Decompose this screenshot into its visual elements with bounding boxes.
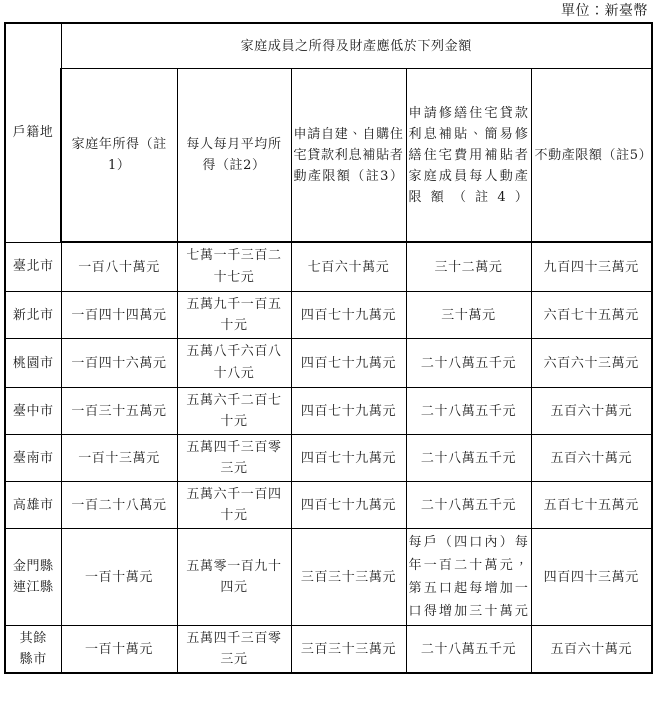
cell-movable_repair: 二十八萬五千元 [406,435,531,482]
cell-monthly_income: 七萬一千三百二十七元 [177,242,291,292]
cell-annual_income: 一百三十五萬元 [61,388,177,435]
cell-immovable_limit: 五百七十五萬元 [531,482,652,529]
cell-movable_build: 七百六十萬元 [291,242,406,292]
cell-monthly_income: 五萬九千一百五十元 [177,292,291,339]
cell-movable_repair: 每戶（四口內）每年一百二十萬元，第五口起每增加一口得增加三十萬元 [406,529,531,626]
cell-annual_income: 一百十萬元 [61,626,177,674]
cell-monthly_income: 五萬六千一百四十元 [177,482,291,529]
table-body [5,23,652,673]
table-row [5,435,652,482]
cell-monthly_income: 五萬四千三百零三元 [177,626,291,674]
cell-movable_repair: 二十八萬五千元 [406,339,531,388]
cell-movable_repair: 三十二萬元 [406,242,531,292]
cell-annual_income: 一百四十六萬元 [61,339,177,388]
cell-movable_repair: 二十八萬五千元 [406,388,531,435]
column-header-movable-repair: 申請修繕住宅貸款利息補貼、簡易修繕住宅費用補貼者家庭成員每人動產限額（註4） [406,69,531,243]
cell-annual_income: 一百十三萬元 [61,435,177,482]
cell-movable_repair: 二十八萬五千元 [406,482,531,529]
column-header-annual-income: 家庭年所得（註1） [61,69,177,243]
cell-immovable_limit: 六百六十三萬元 [531,339,652,388]
cell-movable_build: 四百七十九萬元 [291,292,406,339]
row-header-region: 高雄市 [5,482,61,529]
unit-caption: 單位：新臺幣 [561,3,648,19]
row-header-region: 臺中市 [5,388,61,435]
eligibility-table [4,22,653,674]
table-row [5,388,652,435]
cell-annual_income: 一百四十四萬元 [61,292,177,339]
cell-movable_build: 四百七十九萬元 [291,339,406,388]
table-row [5,529,652,626]
column-header-immovable-limit: 不動產限額（註5） [531,69,652,243]
row-header-region: 臺北市 [5,242,61,292]
cell-movable_build: 四百七十九萬元 [291,388,406,435]
cell-movable_repair: 三十萬元 [406,292,531,339]
cell-annual_income: 一百十萬元 [61,529,177,626]
column-header-movable-build: 申請自建、自購住宅貸款利息補貼者動產限額（註3） [291,69,406,243]
table-row [5,242,652,292]
table-row [5,292,652,339]
column-header-region: 戶籍地 [5,23,61,242]
table-row [5,626,652,674]
row-header-region: 新北市 [5,292,61,339]
cell-immovable_limit: 六百七十五萬元 [531,292,652,339]
cell-immovable_limit: 九百四十三萬元 [531,242,652,292]
cell-annual_income: 一百二十八萬元 [61,482,177,529]
cell-movable_build: 四百七十九萬元 [291,482,406,529]
table-header-row-group [5,23,652,69]
cell-monthly_income: 五萬八千六百八十八元 [177,339,291,388]
cell-movable_build: 三百三十三萬元 [291,529,406,626]
column-header-monthly-income: 每人每月平均所得（註2） [177,69,291,243]
row-header-region: 金門縣 連江縣 [5,529,61,626]
cell-annual_income: 一百八十萬元 [61,242,177,292]
cell-immovable_limit: 四百四十三萬元 [531,529,652,626]
table-row [5,482,652,529]
table-row [5,339,652,388]
column-header-group-title: 家庭成員之所得及財產應低於下列金額 [61,23,652,69]
cell-movable_build: 三百三十三萬元 [291,626,406,674]
eligibility-table-container [4,22,651,674]
cell-monthly_income: 五萬六千二百七十元 [177,388,291,435]
cell-monthly_income: 五萬四千三百零三元 [177,435,291,482]
cell-immovable_limit: 五百六十萬元 [531,435,652,482]
cell-immovable_limit: 五百六十萬元 [531,626,652,674]
row-header-region: 桃園市 [5,339,61,388]
row-header-region: 其餘 縣市 [5,626,61,674]
row-header-region: 臺南市 [5,435,61,482]
table-header-row-columns [5,69,652,243]
cell-movable_repair: 二十八萬五千元 [406,626,531,674]
cell-monthly_income: 五萬零一百九十四元 [177,529,291,626]
cell-movable_build: 四百七十九萬元 [291,435,406,482]
cell-immovable_limit: 五百六十萬元 [531,388,652,435]
